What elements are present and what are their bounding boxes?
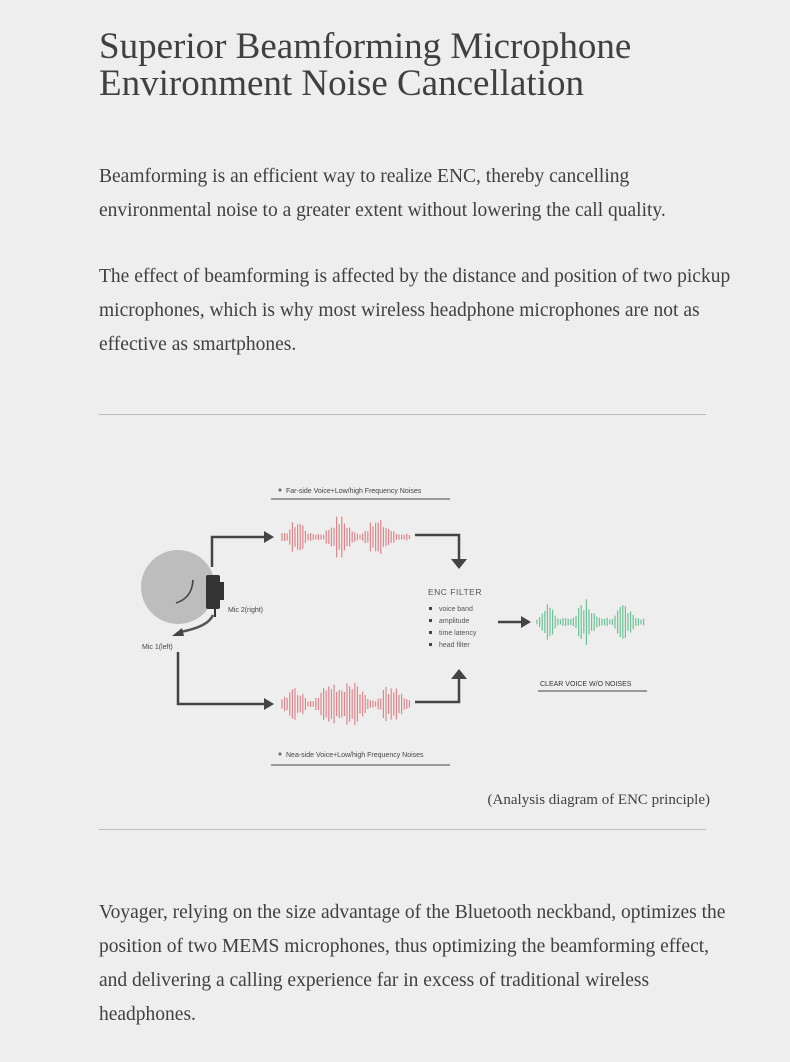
far-side-bullet: [279, 489, 282, 492]
mic2-label: Mic 2(right): [228, 607, 264, 614]
filter-bullet: [429, 607, 432, 610]
mic1-label: Mic 1(left): [142, 644, 173, 651]
far-side-waveform: [282, 517, 409, 558]
enc-filter-list: [429, 606, 477, 649]
upper-path-arrow-icon: [264, 531, 274, 543]
mic1-arrowhead-icon: [172, 628, 184, 636]
far-to-filter-arrow-icon: [451, 559, 467, 569]
earpiece-icon: [206, 575, 220, 609]
output-arrow-icon: [521, 616, 531, 628]
intro-paragraph-1: Beamforming is an efficient way to realize ENC, thereby cancelling environmental noise to a greater extent without lowering the call quality.: [99, 166, 666, 221]
far-to-filter-line: [415, 535, 459, 560]
head-circle: [141, 550, 215, 624]
intro-paragraph-2: The effect of beamforming is affected by the distance and position of two pickup microphones, which is why most wireless headphone microphones are not as effective as smartphones.: [99, 266, 731, 355]
title-line-2: Environment Noise Cancellation: [99, 63, 584, 104]
filter-item-time-latency: time latency: [439, 630, 477, 637]
title-line-1: Superior Beamforming Microphone: [99, 26, 632, 67]
near-side-bullet: [279, 753, 282, 756]
near-side-label: Nea-side Voice+Low/high Frequency Noises: [286, 752, 424, 759]
near-to-filter-arrow-icon: [451, 669, 467, 679]
lower-path-line: [178, 652, 264, 704]
earpiece-tip: [219, 582, 224, 600]
filter-bullet: [429, 643, 432, 646]
filter-item-voice-band: voice band: [439, 606, 473, 613]
page-title: [99, 28, 749, 102]
far-side-label: Far-side Voice+Low/high Frequency Noises: [286, 488, 422, 495]
enc-filter-title: ENC FILTER: [428, 587, 482, 597]
output-label: CLEAR VOICE W/O NOISES: [540, 681, 632, 688]
filter-item-amplitude: amplitude: [439, 618, 470, 625]
near-to-filter-line: [415, 678, 459, 702]
enc-diagram: [0, 470, 790, 780]
closing-paragraph: Voyager, relying on the size advantage of the Bluetooth neckband, optimizes the position of two MEMS microphones, thus optimizing the beamforming effect, and delivering a calling experience far in excess of traditional wireless headphones.: [99, 902, 726, 1025]
near-side-waveform: [282, 683, 409, 725]
diagram-caption: (Analysis diagram of ENC principle): [487, 792, 710, 808]
filter-bullet: [429, 619, 432, 622]
lower-path-arrow-icon: [264, 698, 274, 710]
filter-bullet: [429, 631, 432, 634]
divider-top: [99, 414, 706, 415]
divider-bottom: [99, 829, 706, 830]
filter-item-head-filter: head filter: [439, 642, 470, 649]
enc-diagram-svg: [0, 470, 790, 780]
upper-path-line: [212, 537, 264, 567]
clean-voice-waveform: [537, 599, 644, 645]
